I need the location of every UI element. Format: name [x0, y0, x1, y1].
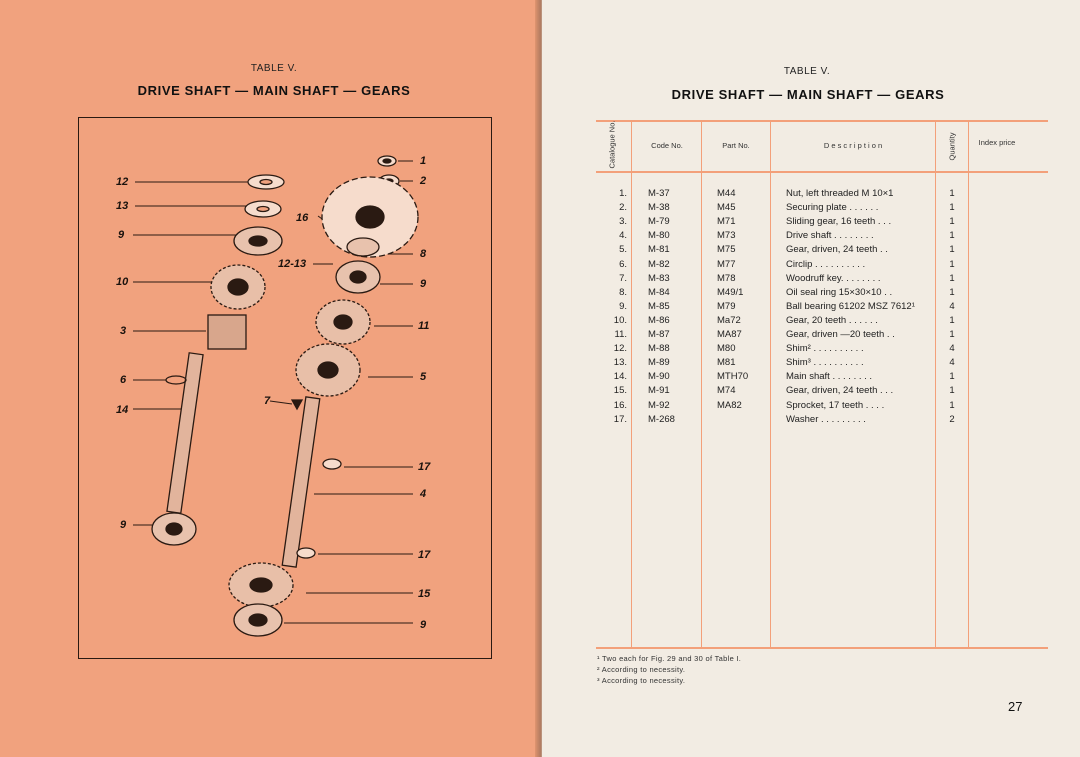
cell-catalogue-no: 7.: [619, 272, 627, 284]
cell-part-no: M81: [717, 357, 736, 369]
table-col-divider: [701, 120, 702, 648]
table-bottom-rule: [596, 647, 1048, 649]
cell-code-no: M-82: [648, 258, 670, 270]
cell-quantity: 1: [949, 216, 955, 228]
header-index-price: Index price: [978, 138, 1016, 147]
cell-catalogue-no: 10.: [613, 314, 627, 326]
callout-12-13: 12-13: [278, 258, 307, 270]
cell-description: Ball bearing 61202 MSZ 7612¹: [786, 300, 915, 312]
callout-9-b: 9: [420, 278, 427, 290]
cell-quantity: 1: [949, 286, 955, 298]
cell-code-no: M-79: [648, 216, 670, 228]
cell-quantity: 1: [949, 244, 955, 256]
cell-catalogue-no: 6.: [619, 258, 627, 270]
cell-description: Sliding gear, 16 teeth . . .: [786, 216, 892, 228]
cell-description: Securing plate . . . . . .: [786, 202, 879, 214]
cell-part-no: M71: [717, 216, 736, 228]
cell-part-no: M80: [717, 343, 736, 355]
cell-code-no: M-80: [648, 230, 670, 242]
callout-9-a: 9: [118, 229, 125, 241]
table-top-rule: [596, 120, 1048, 122]
cell-quantity: 1: [949, 202, 955, 214]
callout-6: 6: [120, 374, 127, 386]
callout-15: 15: [418, 588, 431, 600]
cell-code-no: M-86: [648, 314, 670, 326]
cell-part-no: M77: [717, 258, 736, 270]
cell-code-no: M-268: [648, 413, 675, 425]
right-page-title: DRIVE SHAFT — MAIN SHAFT — GEARS: [671, 87, 945, 102]
cell-quantity: 1: [949, 371, 955, 383]
cell-part-no: M44: [717, 188, 736, 199]
callout-12: 12: [116, 176, 129, 188]
cell-description: Oil seal ring 15×30×10 . .: [786, 286, 893, 298]
cell-code-no: M-89: [648, 357, 670, 369]
cell-part-no: MTH70: [717, 371, 749, 383]
callout-8: 8: [420, 248, 427, 260]
cell-catalogue-no: 8.: [619, 286, 627, 298]
cell-description: Washer . . . . . . . . .: [786, 413, 866, 425]
callout-7: 7: [264, 395, 271, 407]
cell-code-no: M-87: [648, 329, 670, 340]
footnote: ¹ Two each for Fig. 29 and 30 of Table I.: [597, 654, 742, 663]
cell-part-no: M74: [717, 385, 736, 397]
header-part-no: Part No.: [722, 141, 750, 150]
cell-quantity: 1: [949, 385, 955, 397]
footnote: ³ According to necessity.: [597, 676, 686, 685]
footnote: ² According to necessity.: [597, 665, 686, 674]
cell-code-no: M-88: [648, 343, 670, 355]
cell-catalogue-no: 5.: [619, 244, 627, 256]
cell-code-no: M-85: [648, 300, 670, 312]
cell-catalogue-no: 11.: [614, 329, 627, 340]
cell-part-no: M75: [717, 244, 736, 256]
cell-description: Gear, driven, 24 teeth . .: [786, 244, 888, 256]
cell-code-no: M-92: [648, 399, 670, 411]
cell-quantity: 1: [949, 230, 955, 242]
left-page-title: DRIVE SHAFT — MAIN SHAFT — GEARS: [137, 83, 411, 98]
table-col-divider: [935, 120, 936, 648]
table-col-divider: [770, 120, 771, 648]
cell-quantity: 4: [949, 300, 955, 312]
cell-quantity: 1: [949, 399, 955, 411]
cell-description: Nut, left threaded M 10×1: [786, 188, 894, 199]
cell-quantity: 1: [949, 329, 955, 340]
callout-2: 2: [420, 175, 427, 187]
callout-17-a: 17: [418, 461, 431, 473]
cell-description: Shim² . . . . . . . . . .: [786, 343, 864, 355]
cell-description: Gear, driven, 24 teeth . . .: [786, 385, 894, 397]
header-catalogue-no: Catalogue No.: [607, 120, 617, 169]
callout-14: 14: [116, 404, 129, 416]
cell-quantity: 4: [949, 343, 955, 355]
callout-17-b: 17: [418, 549, 431, 561]
cell-quantity: 4: [949, 357, 955, 369]
cell-part-no: M49/1: [717, 286, 744, 298]
cell-catalogue-no: 4.: [619, 230, 627, 242]
cell-catalogue-no: 17.: [613, 413, 627, 425]
callout-4: 4: [420, 488, 427, 500]
table-col-divider: [631, 120, 632, 648]
cell-code-no: M-38: [648, 202, 670, 214]
cell-part-no: M73: [717, 230, 736, 242]
header-quantity: Quantity: [947, 132, 957, 161]
cell-catalogue-no: 13.: [613, 357, 627, 369]
cell-quantity: 2: [949, 413, 955, 425]
cell-code-no: M-91: [648, 385, 670, 397]
header-code-no: Code No.: [651, 141, 683, 150]
table-col-divider: [968, 120, 969, 648]
callout-10: 10: [116, 276, 129, 288]
cell-code-no: M-90: [648, 371, 670, 383]
cell-catalogue-no: 16.: [613, 399, 627, 411]
header-description: D e s c r i p t i o n: [823, 141, 883, 150]
cell-description: Gear, 20 teeth . . . . . .: [786, 314, 878, 326]
cell-catalogue-no: 14.: [613, 371, 627, 383]
callout-1: 1: [420, 155, 427, 167]
cell-description: Woodruff key. . . . . . . .: [786, 272, 881, 284]
cell-part-no: MA87: [717, 329, 742, 340]
cell-description: Drive shaft . . . . . . . .: [786, 230, 874, 242]
cell-catalogue-no: 2.: [619, 202, 627, 214]
cell-description: Gear, driven —20 teeth . .: [786, 329, 895, 340]
cell-quantity: 1: [949, 188, 955, 199]
callout-9-d: 9: [420, 619, 427, 631]
cell-part-no: Ma72: [717, 314, 741, 326]
cell-description: Circlip . . . . . . . . . .: [786, 258, 866, 270]
callout-5: 5: [420, 371, 427, 383]
callout-9-c: 9: [120, 519, 127, 531]
right-table-label: TABLE V.: [783, 66, 831, 77]
cell-quantity: 1: [949, 272, 955, 284]
cell-part-no: M79: [717, 300, 736, 312]
cell-description: Shim³ . . . . . . . . . .: [786, 357, 864, 369]
cell-quantity: 1: [949, 258, 955, 270]
table-header-rule: [596, 171, 1048, 173]
cell-code-no: M-37: [648, 188, 670, 199]
exploded-parts-diagram: [78, 117, 492, 659]
left-table-label: TABLE V.: [250, 63, 298, 74]
cell-catalogue-no: 3.: [619, 216, 627, 228]
cell-catalogue-no: 12.: [613, 343, 627, 355]
cell-code-no: M-83: [648, 272, 670, 284]
cell-catalogue-no: 1.: [619, 188, 627, 199]
callout-3: 3: [120, 325, 127, 337]
cell-catalogue-no: 15.: [613, 385, 627, 397]
cell-catalogue-no: 9.: [619, 300, 627, 312]
callout-11: 11: [418, 320, 430, 332]
cell-quantity: 1: [949, 314, 955, 326]
cell-code-no: M-81: [648, 244, 670, 256]
cell-part-no: M45: [717, 202, 736, 214]
cell-part-no: MA82: [717, 399, 742, 411]
cell-part-no: M78: [717, 272, 736, 284]
callout-13: 13: [116, 200, 129, 212]
cell-description: Main shaft . . . . . . . .: [786, 371, 873, 383]
callout-16: 16: [296, 212, 309, 224]
cell-code-no: M-84: [648, 286, 670, 298]
page-number: 27: [1008, 699, 1023, 714]
cell-description: Sprocket, 17 teeth . . . .: [786, 399, 885, 411]
